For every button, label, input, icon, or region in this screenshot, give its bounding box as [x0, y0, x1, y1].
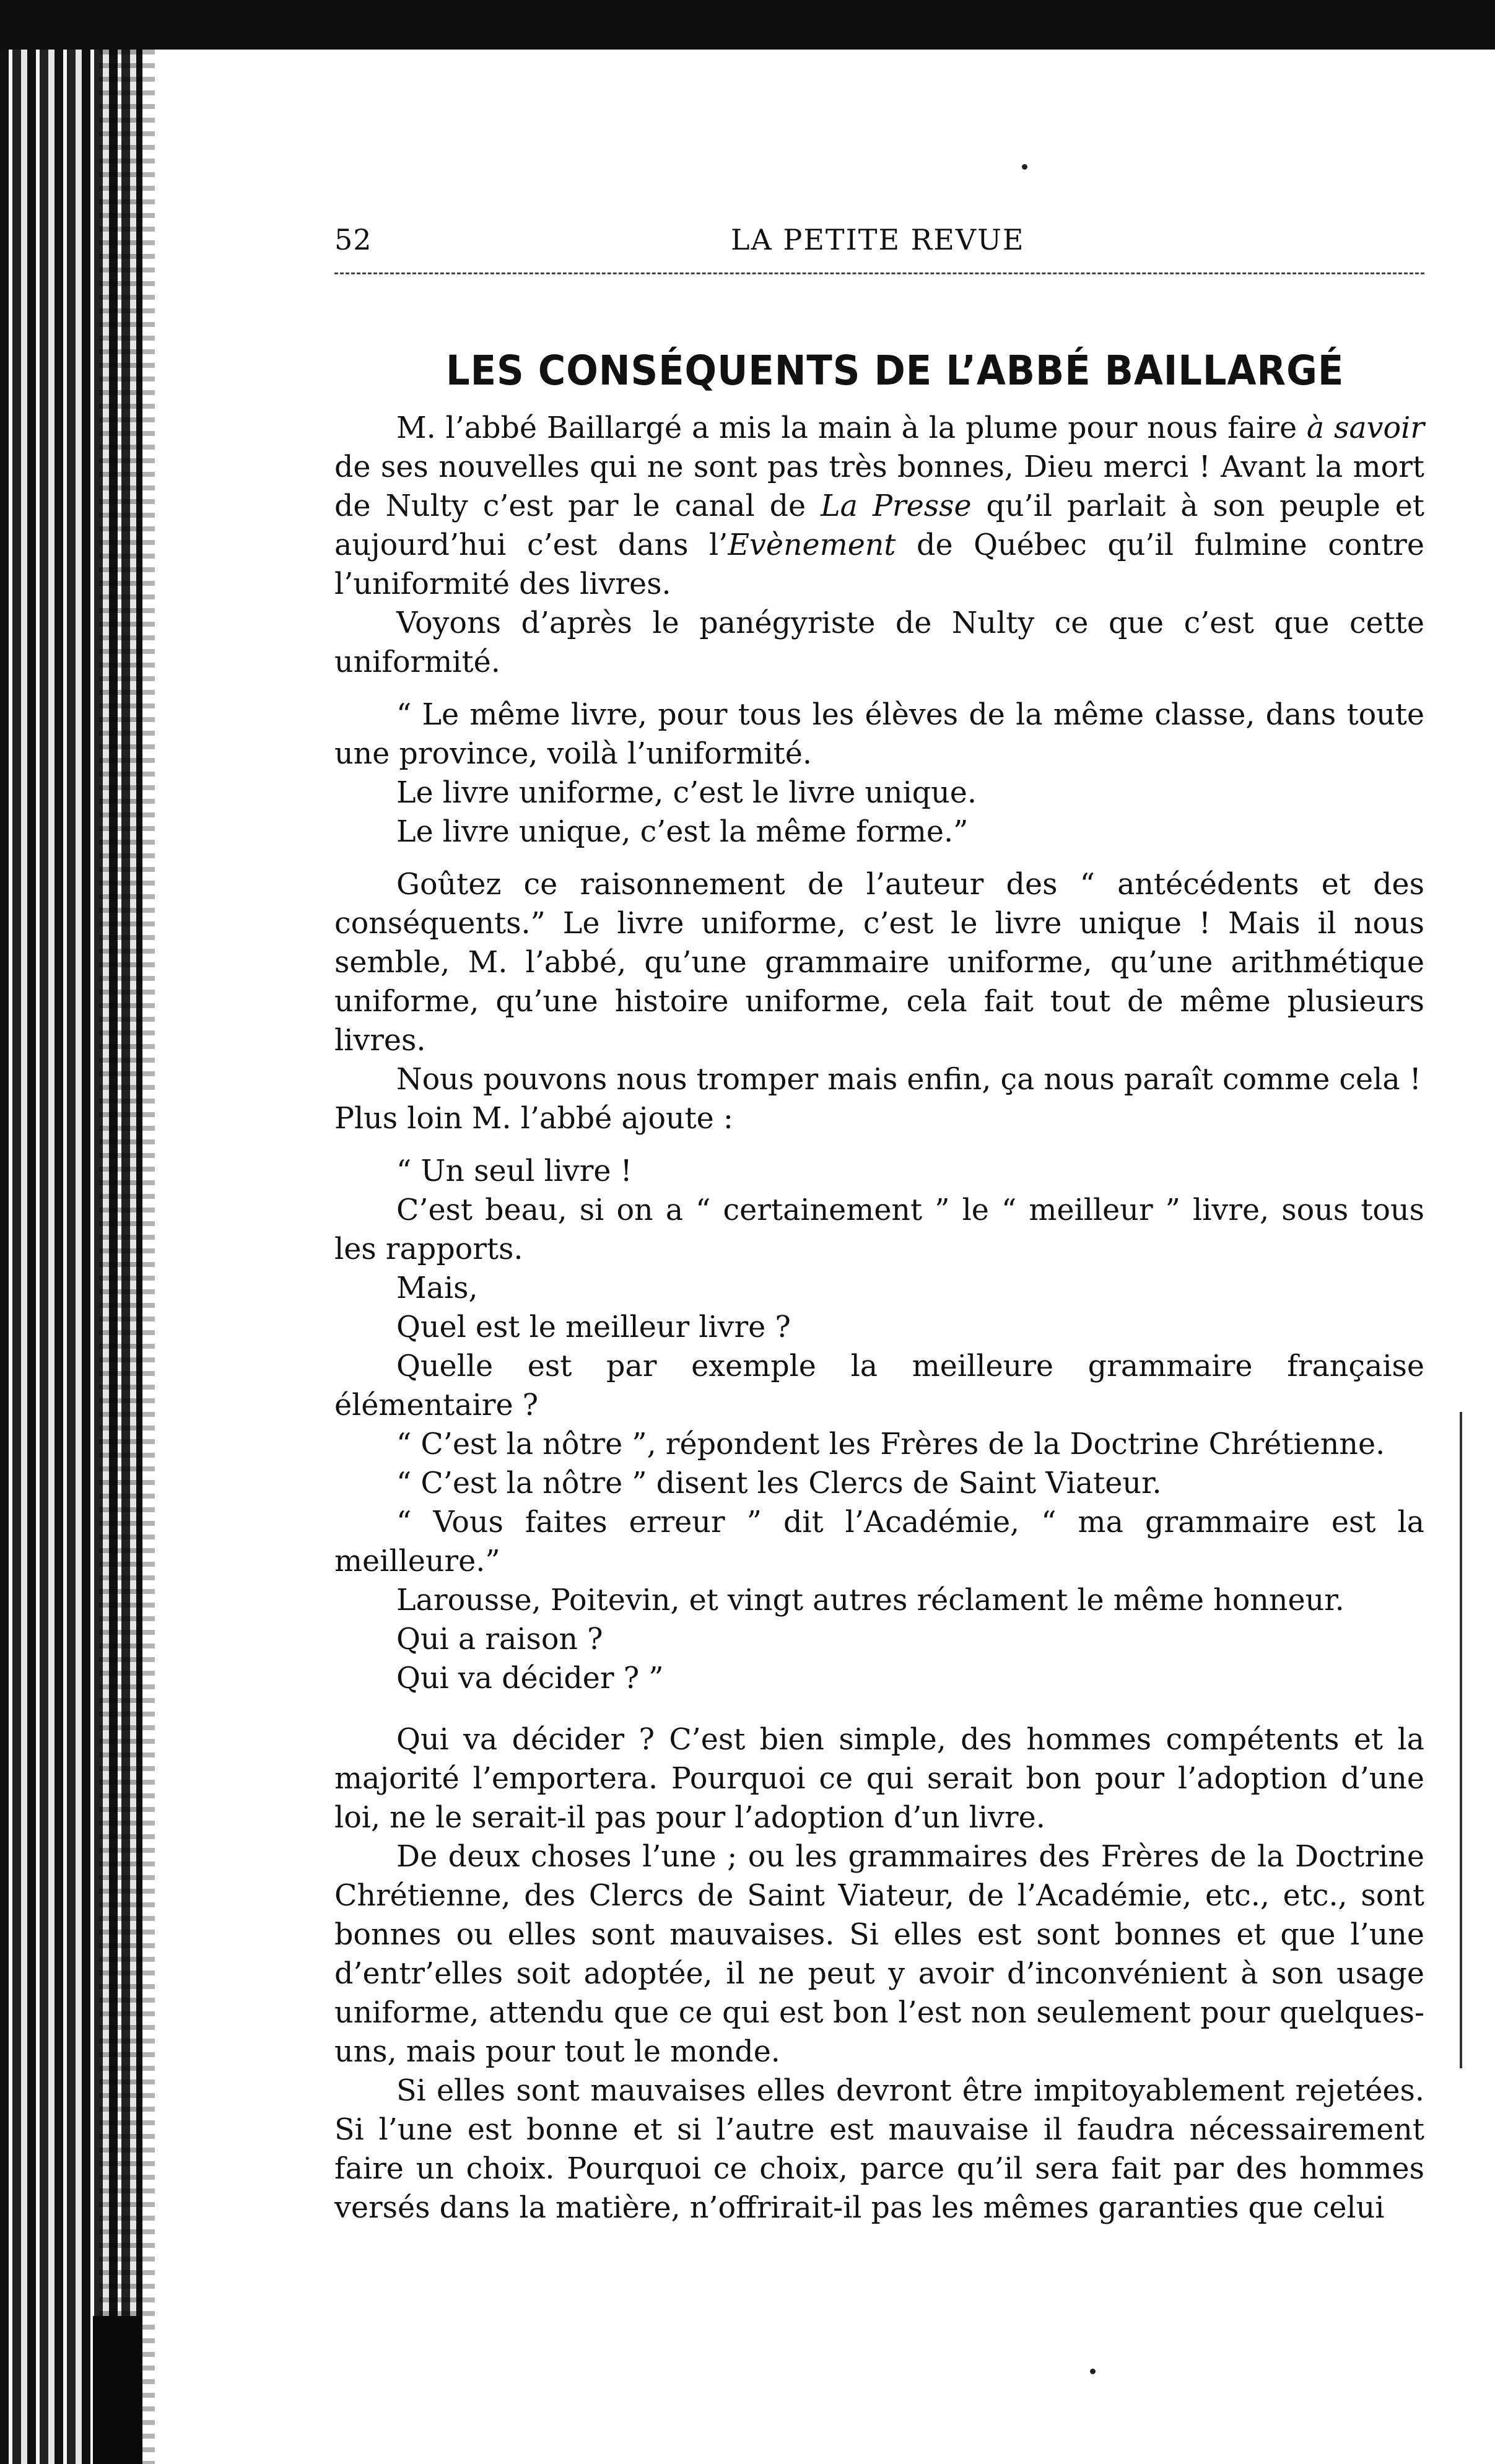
paragraph: Goûtez ce raisonnement de l’auteur des “ antécédents et des conséquents.” Le livre uniforme, c’est le livre unique ! Mais il nous semble, M. l’abbé, qu’une grammaire uniforme, qu’une arithmétique uniforme, qu’une histoire uniforme, cela fait tout de même plusieurs livres. — [334, 868, 1424, 1058]
quote-line: “ C’est la nôtre ”, répondent les Frères de la Doctrine Chrétienne. — [396, 1427, 1385, 1461]
paragraph: Si elles sont mauvaises elles devront être impitoyablement rejetées. Si l’une est bonne et si l’autre est mauvaise il faudra nécessairement faire un choix. Pourquoi ce choix, parce qu’il sera fait par des hommes versés dans la matière, n’offrirait-il pas les mêmes garanties que celui — [334, 2074, 1424, 2225]
ink-speck — [1090, 2369, 1096, 2374]
quote-line: Qui a raison ? — [396, 1622, 603, 1656]
page-number: 52 — [334, 223, 372, 256]
running-head — [334, 204, 1424, 254]
quote-line: Le livre unique, c’est la même forme.” — [396, 815, 969, 849]
page — [334, 204, 1425, 2225]
quote-line: “ Le même livre, pour tous les élèves de la même classe, dans toute une province, voilà l’uniformité. — [334, 698, 1424, 771]
header-rule — [334, 272, 1424, 274]
quote-line: Mais, — [396, 1271, 478, 1305]
scan-binding-shadow — [99, 50, 155, 2464]
paragraph: Qui va décider ? C’est bien simple, des hommes compétents et la majorité l’emportera. Pourquoi ce qui serait bon pour l’adoption d’une loi, ne le serait-il pas pour l’adoption d’un livre. — [334, 1723, 1424, 1835]
paragraph: Voyons d’après le panégyriste de Nulty ce que c’est que cette uniformité. — [334, 606, 1424, 679]
scan-right-line — [1460, 1412, 1462, 2068]
quote-line: Larousse, Poitevin, et vingt autres réclament le même honneur. — [396, 1583, 1345, 1617]
quote-line: C’est beau, si on a “ certainement ” le “ meilleur ” livre, sous tous les rapports. — [334, 1193, 1424, 1266]
quote-line: “ Un seul livre ! — [396, 1154, 632, 1188]
paragraph: De deux choses l’une ; ou les grammaires des Frères de la Doctrine Chrétienne, des Clercs de Saint Viateur, de l’Académie, etc., etc., sont bonnes ou elles sont mauvaises. Si elles est sont bonnes et que l’une d’entr’elles soit adoptée, il ne peut y avoir d’inconvénient à son usage uniforme, attendu que ce qui est bon l’est non seulement pour quelques-uns, mais pour tout le monde. — [334, 1840, 1424, 2069]
quote-line: “ Vous faites erreur ” dit l’Académie, “ ma grammaire est la meilleure.” — [334, 1505, 1424, 1578]
ink-speck — [1022, 164, 1027, 170]
scan-corner-shadow — [93, 2316, 142, 2464]
article-title: LES CONSÉQUENTS DE L’ABBÉ BAILLARGÉ — [446, 347, 1345, 394]
quote-line: Quel est le meilleur livre ? — [396, 1310, 791, 1344]
quote-line: “ C’est la nôtre ” disent les Clercs de Saint Viateur. — [396, 1466, 1162, 1500]
scan-top-border — [0, 0, 1495, 50]
paragraph: M. l’abbé Baillargé a mis la main à la plume pour nous faire à savoir de ses nouvelles qui ne sont pas très bonnes, Dieu merci ! Avant la mort de Nulty c’est par le canal de La Presse qu’il parlait à son peuple et aujourd’hui c’est dans l’Evènement de Québec qu’il fulmine contre l’uniformité des livres. — [334, 411, 1425, 601]
paragraph: Plus loin M. l’abbé ajoute : — [334, 1102, 733, 1136]
article-body — [334, 409, 1424, 2227]
paragraph: Nous pouvons nous tromper mais enfin, ça nous paraît comme cela ! — [396, 1063, 1421, 1097]
quote-line: Qui va décider ? ” — [396, 1661, 664, 1696]
running-title: LA PETITE REVUE — [731, 223, 1025, 256]
quote-line: Quelle est par exemple la meilleure grammaire française élémentaire ? — [334, 1349, 1424, 1422]
quote-line: Le livre uniforme, c’est le livre unique. — [396, 776, 977, 810]
